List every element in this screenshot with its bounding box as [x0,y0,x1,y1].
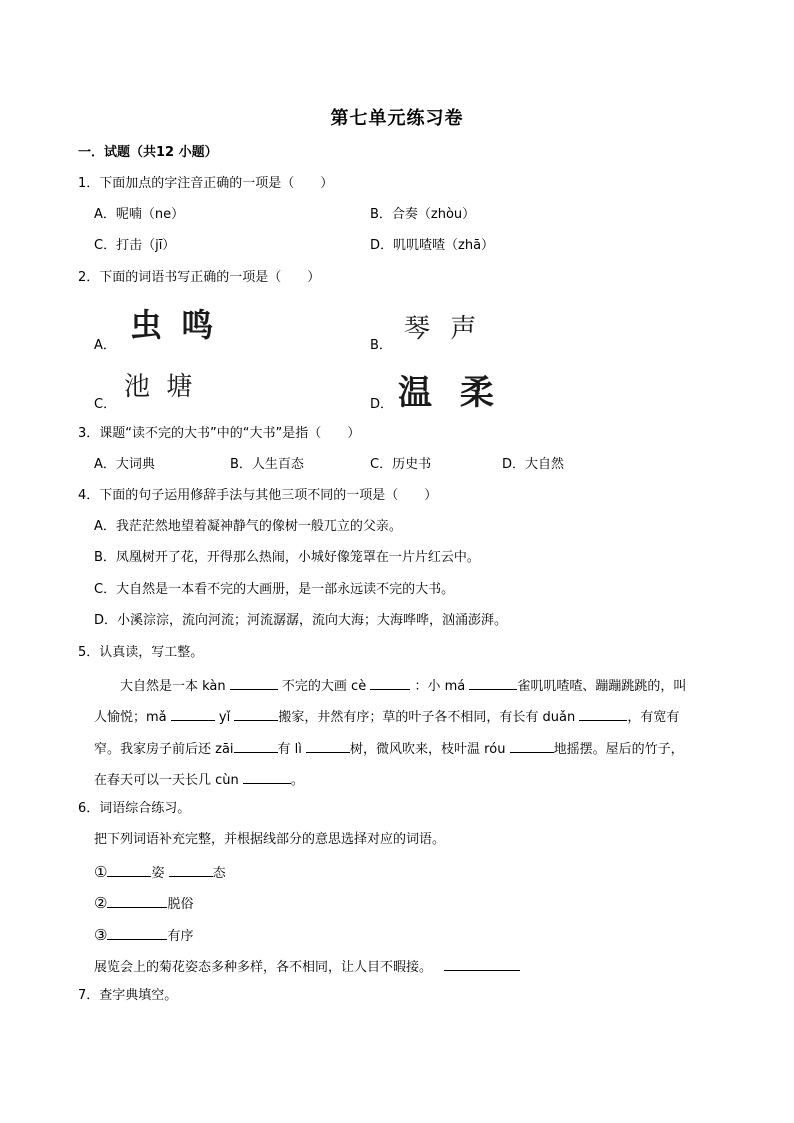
passage-text: 窄。我家房子前后还 zāi [94,742,234,757]
question-1-option-a: A．呢喃（ne） [94,207,185,222]
item-text: 态 [212,866,226,881]
answer-blank[interactable] [171,706,215,721]
question-2-label-c: C． [94,397,117,412]
question-5-paragraph-line-2 [94,706,679,727]
question-2-handwriting-b: 琴 声 [404,314,483,344]
sentence-text: 展览会上的菊花姿态多种多样，各不相同，让人目不暇接。 [94,960,433,975]
passage-text: ：小 má [414,679,466,694]
passage-text: 。 [290,773,304,788]
question-1-option-b: B．合奏（zhòu） [370,207,476,222]
question-5-paragraph-line-1 [120,675,686,696]
answer-blank[interactable] [107,862,151,877]
question-6-item-3 [94,925,193,946]
passage-text: 有 lì [277,742,302,757]
question-3-option-b: B．人生百态 [230,457,304,472]
passage-text: 地摇摆。屋后的竹子， [553,742,684,757]
passage-text: 在春天可以一天长几 cùn [94,773,239,788]
passage-text: yǐ [218,710,231,725]
question-2-stem: 2．下面的词语书写正确的一项是（ ） [78,270,321,285]
question-3-stem: 3．课题“读不完的大书”中的“大书”是指（ ） [78,426,361,441]
item-text: 姿 [151,866,165,881]
question-2-label-b: B． [370,338,392,353]
answer-blank[interactable] [444,956,520,971]
item-number: ② [94,894,108,912]
question-3-option-c: C．历史书 [370,457,432,472]
answer-blank[interactable] [234,706,278,721]
question-6-item-2 [94,893,193,914]
passage-text: 雀叽叽喳喳、蹦蹦跳跳的，叫 [517,679,687,694]
question-2-label-a: A． [94,338,116,353]
passage-text: 树，微风吹来，枝叶温 róu [350,742,506,757]
question-4-option-d: D．小溪淙淙，流向河流；河流潺潺，流向大海；大海哗哗，汹涌澎湃。 [94,613,508,628]
item-text: 脱俗 [167,897,194,912]
passage-text: 大自然是一本 kàn [120,679,226,694]
question-4-stem: 4．下面的句子运用修辞手法与其他三项不同的一项是（ ） [78,488,438,503]
question-6-sentence [94,956,520,977]
answer-blank[interactable] [469,675,517,690]
question-6-instruction: 把下列词语补充完整，并根据线部分的意思选择对应的词语。 [94,832,446,847]
answer-blank[interactable] [510,738,554,753]
item-text: 有序 [167,929,194,944]
answer-blank[interactable] [234,738,278,753]
answer-blank[interactable] [579,706,627,721]
question-5-paragraph-line-3 [94,738,684,759]
answer-blank[interactable] [107,925,167,940]
question-6-item-1 [94,862,226,883]
question-2-label-d: D． [370,397,394,412]
question-4-option-c: C．大自然是一本看不完的大画册，是一部永远读不完的大书。 [94,582,455,597]
question-2-handwriting-d: 温 柔 [398,373,502,413]
passage-text: 人愉悦；mǎ [94,710,167,725]
question-4-option-b: B．凤凰树开了花，开得那么热闹，小城好像笼罩在一片片红云中。 [94,550,480,565]
answer-blank[interactable] [230,675,278,690]
passage-text: 搬家，井然有序；草的叶子各不相同，有长有 duǎn [278,710,576,725]
answer-blank[interactable] [306,738,350,753]
answer-blank[interactable] [107,893,167,908]
answer-blank[interactable] [169,862,213,877]
question-5-stem: 5．认真读，写工整。 [78,645,204,660]
question-5-paragraph-line-4 [94,769,304,790]
section-heading: 一．试题（共12 小题） [78,145,218,160]
question-4-option-a: A．我茫茫然地望着凝神静气的像树一般兀立的父亲。 [94,519,402,534]
answer-blank[interactable] [370,675,410,690]
question-3-option-a: A．大词典 [94,457,155,472]
question-2-handwriting-a: 虫 鸣 [130,306,218,344]
passage-text: ，有宽有 [627,710,680,725]
item-number: ③ [94,926,108,944]
page-title: 第七单元练习卷 [330,108,464,129]
question-2-handwriting-c: 池 塘 [124,372,197,402]
answer-blank[interactable] [243,769,291,784]
item-number: ① [94,863,108,881]
question-1-option-d: D．叽叽喳喳（zhā） [370,238,495,253]
question-6-stem: 6．词语综合练习。 [78,801,191,816]
question-7-stem: 7．查字典填空。 [78,988,178,1003]
passage-text: 不完的大画 cè [281,679,367,694]
question-1-option-c: C．打击（jī） [94,238,176,253]
question-1-stem: 1．下面加点的字注音正确的一项是（ ） [78,176,334,191]
question-3-option-d: D．大自然 [502,457,565,472]
